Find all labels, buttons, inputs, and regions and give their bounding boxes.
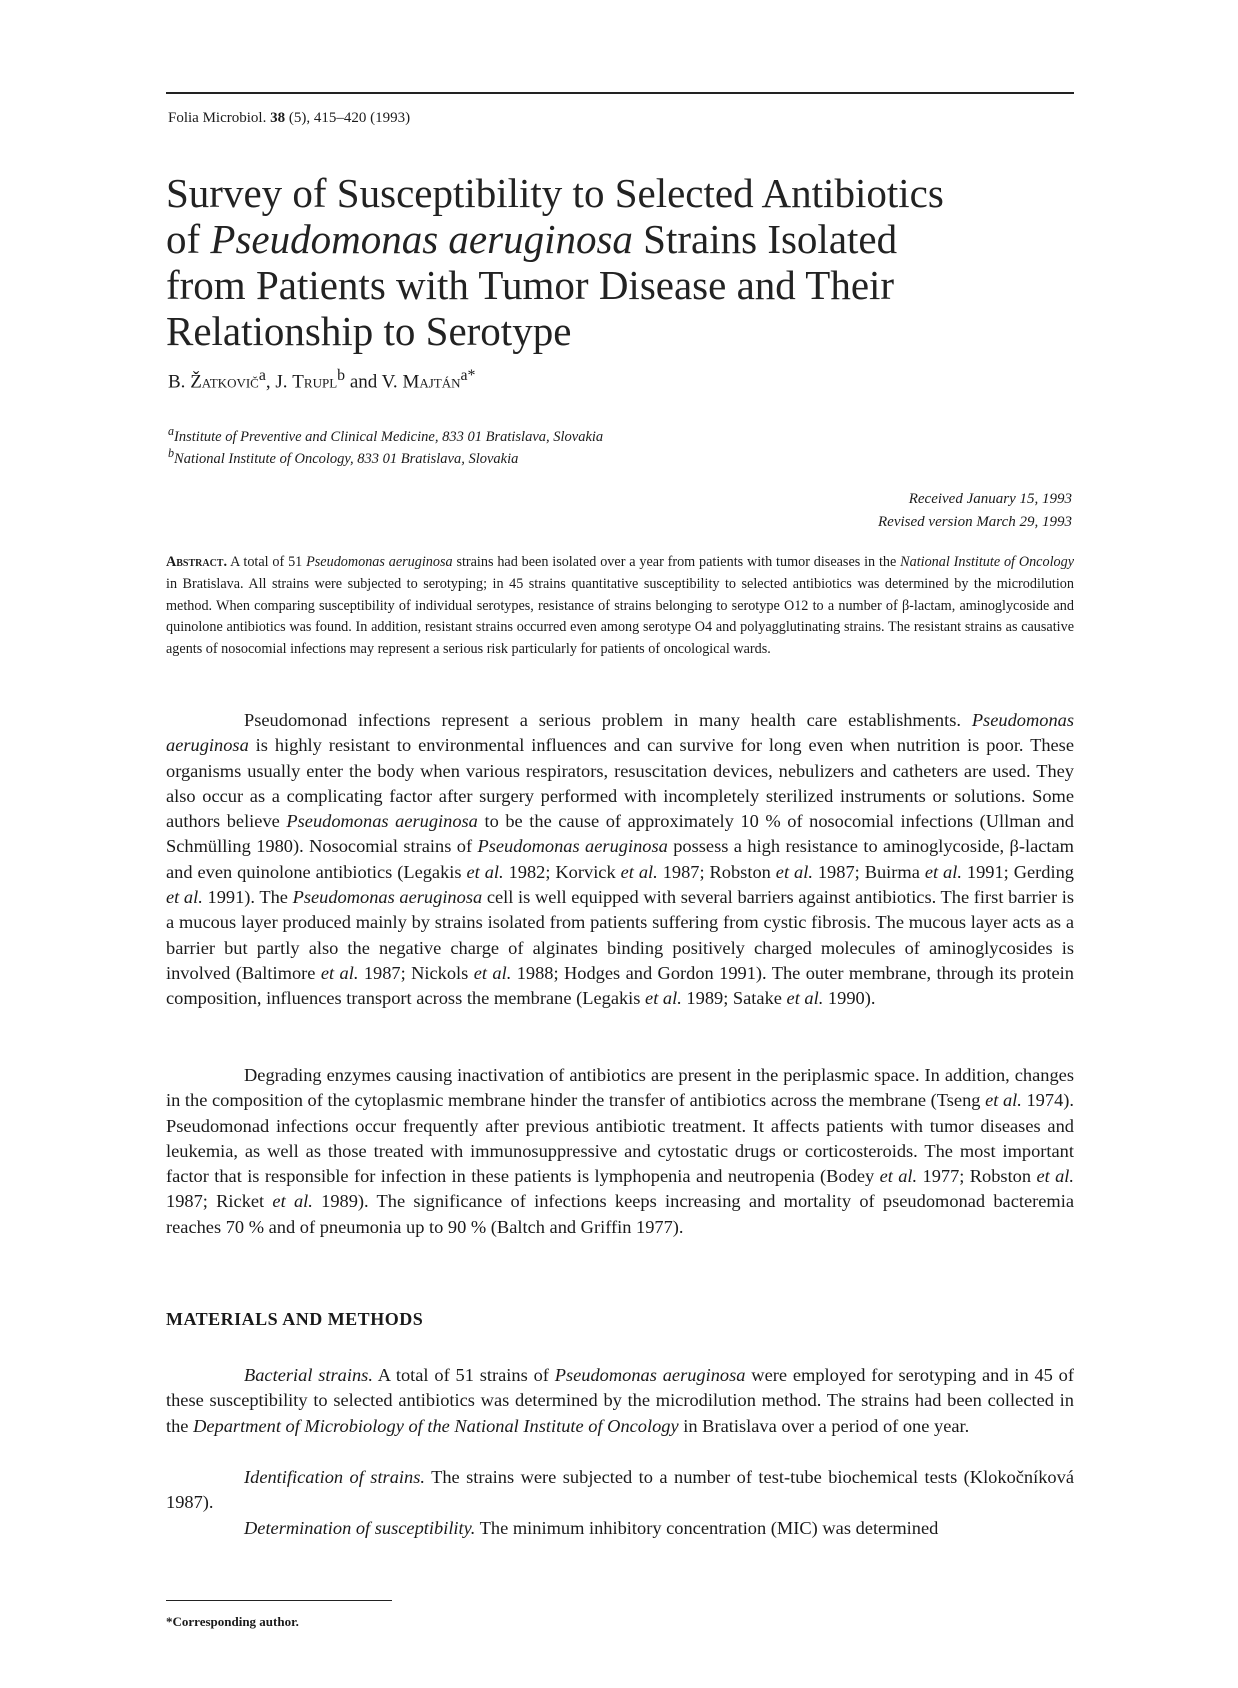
paper-title: Survey of Susceptibility to Selected Antibiotics of Pseudomonas aeruginosa Strains Isolated from Patients with Tumor Disease and Their Relationship to Serotype: [166, 170, 944, 354]
journal-reference: Folia Microbiol. 38 (5), 415–420 (1993): [168, 110, 411, 126]
intro-paragraph-1: Pseudomonad infections represent a serious problem in many health care establishments. Pseudomonas aeruginosa is highly resistant to environmental influences and can survive for long even when nutrition is poor. These organisms usually enter the body when various respirators, resuscitation devices, nebulizers and catheters are used. They also occur as a complicating factor after surgery performed with incompletely sterilized instruments or solutions. Some authors believe Pseudomonas aeruginosa to be the cause of approximately 10 % of nosocomial infections (Ullman and Schmülling 1980). Nosocomial strains of Pseudomonas aeruginosa possess a high resistance to aminoglycoside, β-lactam and even quinolone antibiotics (Legakis et al. 1982; Korvick et al. 1987; Robston et al. 1987; Buirma et al. 1991; Gerding et al. 1991). The Pseudomonas aeruginosa cell is well equipped with several barriers against antibiotics. The first barrier is a mucous layer produced mainly by strains isolated from patients suffering from cystic fibrosis. The mucous layer acts as a barrier but partly also the negative charge of alginates binding positively charged molecules of aminoglycosides is involved (Baltimore et al. 1987; Nickols et al. 1988; Hodges and Gordon 1991). The outer membrane, through its protein composition, influences transport across the membrane (Legakis et al. 1989; Satake et al. 1990).: [166, 710, 1075, 1009]
footnote: *Corresponding author.: [166, 1614, 299, 1629]
top-rule: [166, 92, 1074, 94]
methods-bacterial-strains: Bacterial strains. A total of 51 strains of Pseudomonas aeruginosa were employed for serotyping and in 45 of these susceptibility to selected antibiotics was determined by the microdilution method. The strains had been collected in the Department of Microbiology of the National Institute of Oncology in Bratislava over a period of one year.: [166, 1365, 1074, 1436]
intro-paragraph-2: Degrading enzymes causing inactivation of antibiotics are present in the periplasmic space. In addition, changes in the composition of the cytoplasmic membrane hinder the transfer of antibiotics across the membrane (Tseng et al. 1974). Pseudomonad infections occur frequently after previous antibiotic treatment. It affects patients with tumor diseases and leukemia, as well as those treated with immunosuppressive and cytostatic drugs or corticosteroids. The most important factor that is responsible for infection in these patients is lymphopenia and neutropenia (Bodey et al. 1977; Robston et al. 1987; Ricket et al. 1989). The significance of infections keeps increasing and mortality of pseudomonad bacteremia reaches 70 % and of pneumonia up to 90 % (Baltch and Griffin 1977).: [166, 1065, 1074, 1237]
abstract: Abstract. A total of 51 Pseudomonas aeruginosa strains had been isolated over a year from patients with tumor diseases in the National Institute of Oncology in Bratislava. All strains were subjected to serotyping; in 45 strains quantitative susceptibility to selected antibiotics was determined by the microdilution method. When comparing susceptibility of individual serotypes, resistance of strains belonging to serotype O12 to a number of β-lactam, aminoglycoside and quinolone antibiotics was found. In addition, resistant strains occurred even among serotype O4 and polyagglutinating strains. The resistant strains as causative agents of nosocomial infections may represent a serious risk particularly for patients of oncological wards.: [166, 554, 1074, 658]
author-list: B. Žatkovič$^a$, J. Trupl$^b$ and V. Majtán$^{a*}$: [168, 367, 476, 393]
section-heading-methods: MATERIALS AND METHODS: [166, 1309, 424, 1329]
received-dates: Received January 15, 1993 Revised version March 29, 1993: [878, 491, 1072, 530]
affiliation-a: $^a$Institute of Preventive and Clinical Medicine, 833 01 Bratislava, Slovakia: [168, 424, 604, 445]
methods-identification: Identification of strains. The strains were subjected to a number of test-tube biochemical tests (Klokočníková 1987).: [166, 1467, 1074, 1513]
affiliation-b: $^b$National Institute of Oncology, 833 01 Bratislava, Slovakia: [168, 446, 519, 467]
footnote-rule: [166, 1600, 392, 1601]
methods-susceptibility: Determination of susceptibility. The minimum inhibitory concentration (MIC) was determined: [244, 1518, 939, 1538]
